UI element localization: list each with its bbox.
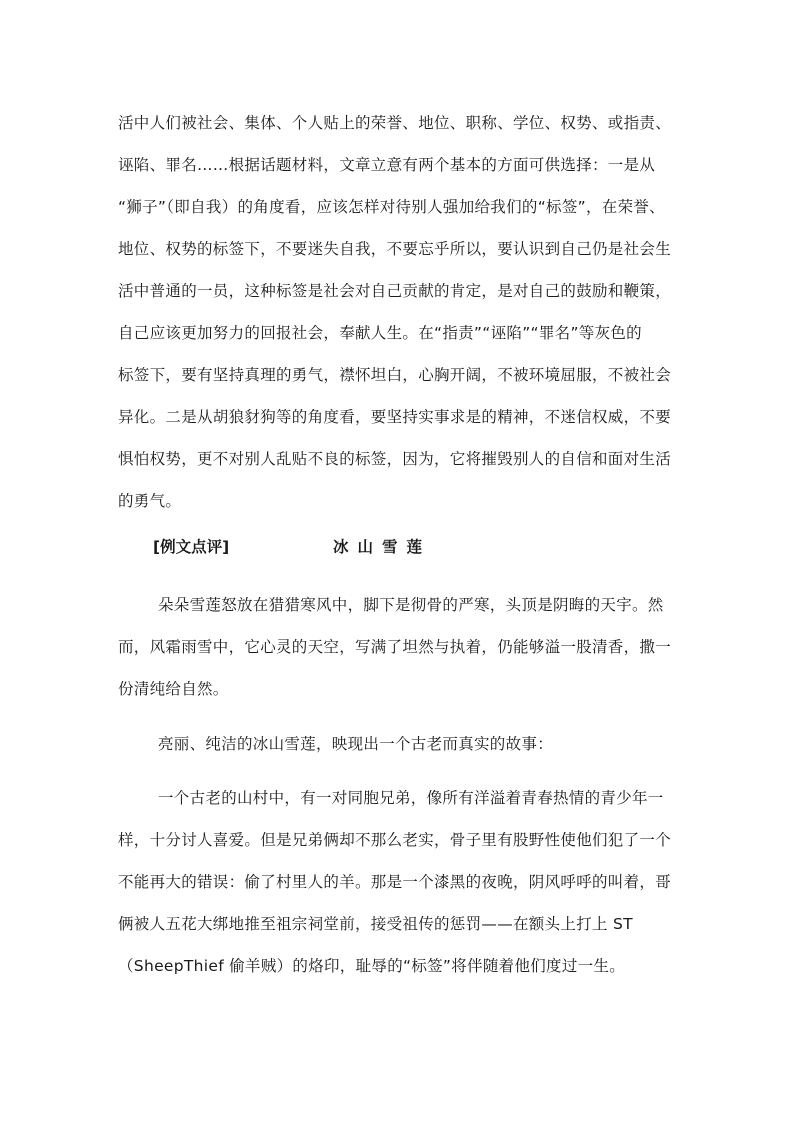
- paragraph-1-line: 异化。二是从胡狼豺狗等的角度看，要坚持实事求是的精神，不迷信权威，不要: [118, 408, 672, 426]
- paragraph-1-line: 活中普通的一员，这种标签是社会对自己贡献的肯定，是对自己的鼓励和鞭策，: [118, 282, 672, 300]
- paragraph-2-line: 朵朵雪莲怒放在猎猎寒风中，脚下是彻骨的严寒，头顶是阴晦的天宇。然: [158, 596, 664, 614]
- paragraph-1-line: 标签下，要有坚持真理的勇气，襟怀坦白，心胸开阔，不被环境屈服，不被社会: [118, 366, 672, 384]
- paragraph-4-line: 不能再大的错误：偷了村里人的羊。那是一个漆黑的夜晚，阴风呼呼的叫着，哥: [118, 873, 672, 891]
- paragraph-2-line: 份清纯给自然。: [118, 680, 229, 698]
- paragraph-4-line: 样，十分讨人喜爱。但是兄弟俩却不那么老实，骨子里有股野性使他们犯了一个: [118, 831, 672, 849]
- paragraph-4-line: （SheepThief 偷羊贼）的烙印，耻辱的“标签”将伴随着他们度过一生。: [118, 957, 626, 975]
- paragraph-1-line: “狮子”（即自我）的角度看，应该怎样对待别人强加给我们的“标签”，在荣誉、: [118, 198, 665, 216]
- paragraph-1-line: 惧怕权势，更不对别人乱贴不良的标签，因为，它将摧毁别人的自信和面对生活: [118, 450, 672, 468]
- paragraph-2-line: 而，风霜雨雪中，它心灵的天空，写满了坦然与执着，仍能够溢一股清香，撒一: [118, 638, 672, 656]
- paragraph-1-line: 活中人们被社会、集体、个人贴上的荣誉、地位、职称、学位、权势、或指责、: [118, 114, 672, 132]
- paragraph-4-line: 俩被人五花大绑地推至祖宗祠堂前，接受祖传的惩罚——在额头上打上 ST: [118, 915, 633, 933]
- paragraph-4-line: 一个古老的山村中，有一对同胞兄弟，像所有洋溢着青春热情的青少年一: [158, 789, 664, 807]
- paragraph-1-line: 的勇气。: [118, 492, 182, 510]
- paragraph-1-line: 地位、权势的标签下，不要迷失自我，不要忘乎所以，要认识到自己仍是社会生: [118, 240, 672, 258]
- paragraph-1-line: 自己应该更加努力的回报社会，奉献人生。在“指责”“诬陷”“罪名”等灰色的: [118, 324, 642, 342]
- section-label: [例文点评]: [153, 538, 230, 556]
- paragraph-1-line: 诬陷、罪名……根据话题材料，文章立意有两个基本的方面可供选择：一是从: [118, 156, 656, 174]
- paragraph-3-line: 亮丽、纯洁的冰山雪莲，映现出一个古老而真实的故事：: [158, 735, 554, 753]
- essay-title: 冰山雪莲: [333, 538, 432, 556]
